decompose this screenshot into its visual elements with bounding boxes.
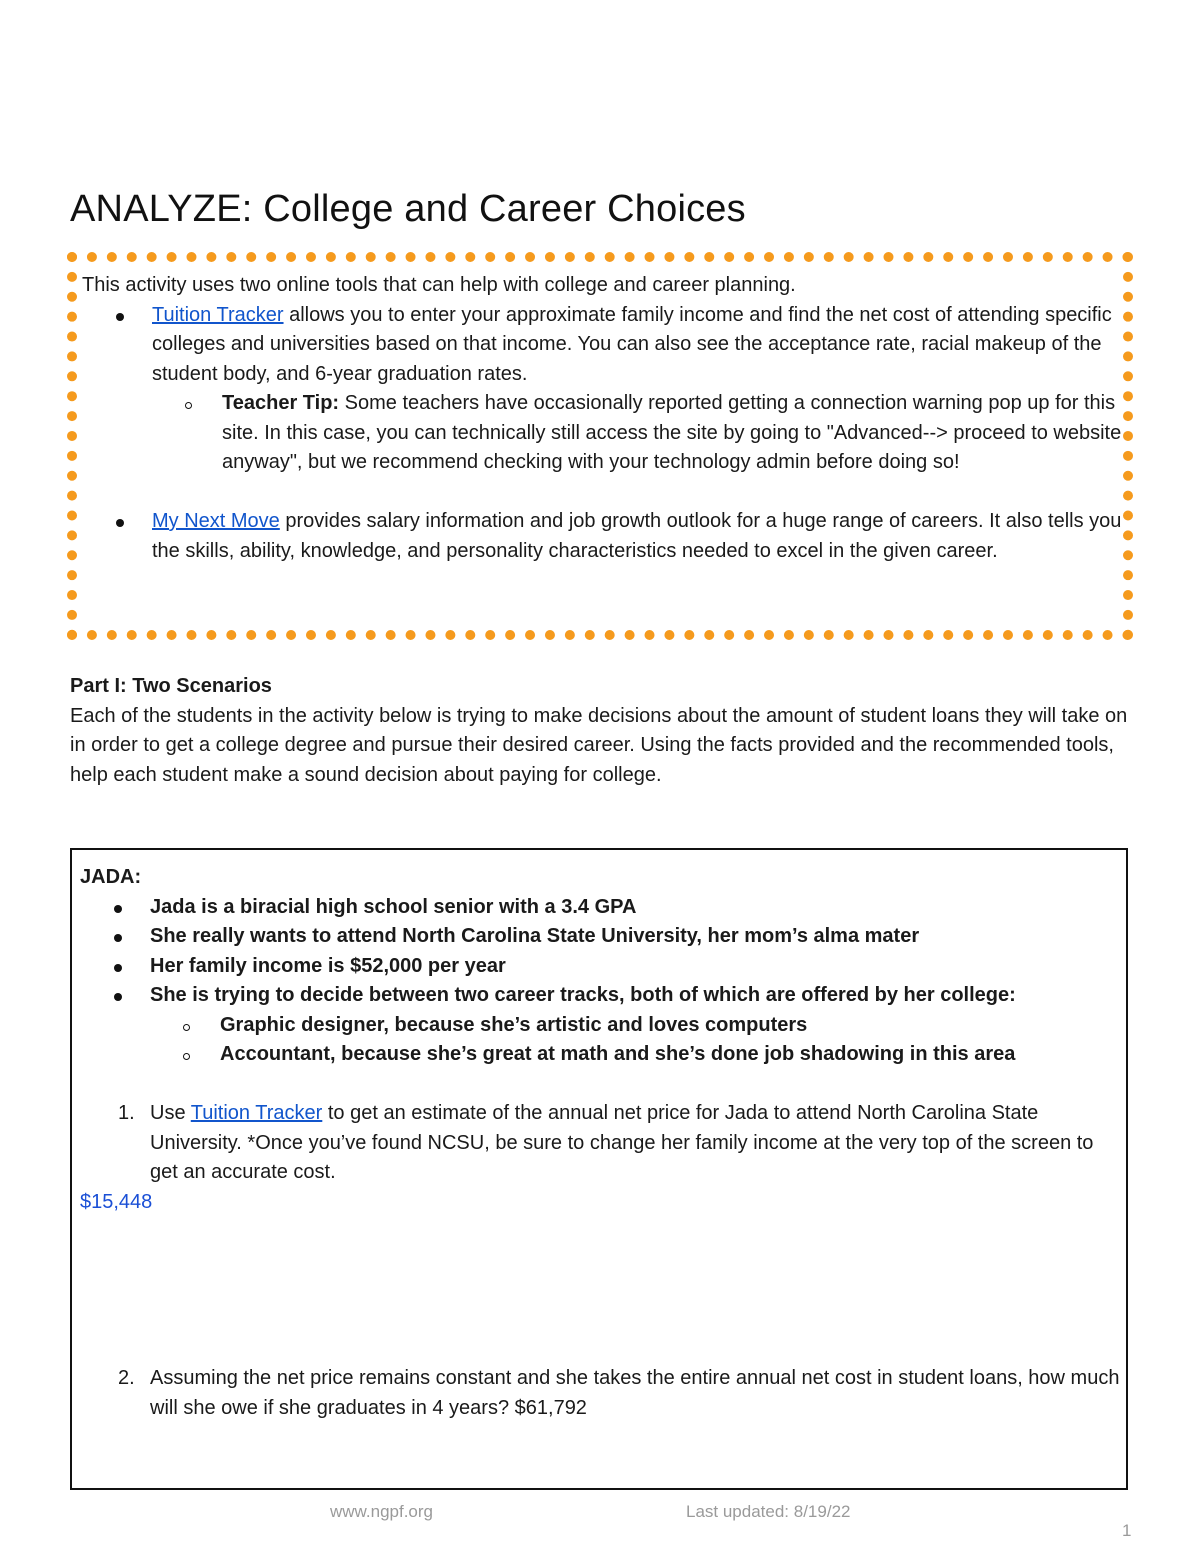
question-number: 2. (118, 1367, 135, 1389)
list-item (80, 952, 1120, 982)
teacher-tip-text: Some teachers have occasionally reported getting a connection warning pop up for this site. In this case, you can technically still access the site by going to "Advanced--> proceed to website anyway", but we recommend checking with your technology admin before doing so! (222, 392, 1122, 473)
jada-scenario-box (70, 848, 1128, 1490)
part-one-body: Each of the students in the activity below is trying to make decisions about the amount of student loans they will take on in order to get a college degree and pursue their desired career. Using the facts provided and the recommended tools, help each student make a sound decision about paying for college. (70, 704, 1128, 786)
question-1-answer: $15,448 (80, 1190, 153, 1213)
question-1-text-pre: Use (150, 1102, 191, 1124)
teacher-tip (82, 389, 1122, 478)
jada-fact: She is trying to decide between two career tracks, both of which are offered by her college: (150, 984, 1016, 1006)
question-2-text: Assuming the net price remains constant and she takes the entire annual net cost in student loans, how much will she owe if she graduates in 4 years? $61,792 (150, 1367, 1120, 1419)
page-title: ANALYZE: College and Career Choices (70, 188, 746, 230)
teacher-tip-label: Teacher Tip: (222, 392, 340, 414)
career-track-text: Graphic designer, because she’s artistic and loves computers (220, 1013, 808, 1036)
list-item (82, 507, 1122, 566)
question-1-text-post: to get an estimate of the annual net price for Jada to attend North Carolina State University. *Once you’ve found NCSU, be sure to change her family income at the very top of the screen to get an accurate cost. (150, 1102, 1094, 1183)
jada-fact: Her family income is $52,000 per year (150, 954, 506, 977)
list-item (80, 893, 1120, 923)
list-item (80, 981, 1120, 1011)
tuition-tracker-link[interactable]: Tuition Tracker (152, 303, 284, 326)
career-track (80, 1040, 1120, 1070)
question-1 (80, 1099, 1120, 1188)
part-one-section (70, 672, 1135, 790)
jada-fact: Jada is a biracial high school senior with a 3.4 GPA (150, 895, 637, 918)
footer-updated: Last updated: 8/19/22 (686, 1502, 851, 1521)
bullet-icon (114, 905, 122, 913)
tuition-tracker-link-q1[interactable]: Tuition Tracker (190, 1102, 323, 1124)
list-item (80, 922, 1120, 952)
career-track-text: Accountant, because she’s great at math and she’s done job shadowing in this area (220, 1043, 1016, 1065)
my-next-move-description: provides salary information and job growth outlook for a huge range of careers. It also tells you the skills, ability, knowledge, and personality characteristics needed to excel in the given career. (152, 510, 1122, 562)
sub-bullet-icon (183, 1053, 190, 1060)
bullet-icon (114, 964, 122, 972)
jada-fact: She really wants to attend North Carolina State University, her mom’s alma mater (150, 925, 920, 947)
sub-bullet-icon (185, 402, 192, 409)
intro-callout (82, 271, 1122, 566)
career-track (80, 1011, 1120, 1041)
question-2 (80, 1364, 1120, 1423)
bullet-icon (114, 993, 122, 1001)
intro-lead: This activity uses two online tools that can help with college and career planning. (82, 274, 796, 296)
sub-bullet-icon (183, 1024, 190, 1031)
page-number: 1 (1122, 1521, 1132, 1540)
bullet-icon (116, 519, 124, 527)
my-next-move-link[interactable]: My Next Move (152, 510, 280, 532)
part-one-heading: Part I: Two Scenarios (70, 675, 272, 697)
question-number: 1. (118, 1102, 135, 1124)
bullet-icon (114, 934, 122, 942)
list-item (82, 301, 1122, 390)
tuition-tracker-description: allows you to enter your approximate family income and find the net cost of attending specific colleges and universities based on that income. You can also see the acceptance rate, racial makeup of the student body, and 6-year graduation rates. (152, 303, 1112, 385)
jada-heading: JADA: (80, 866, 142, 888)
bullet-icon (116, 313, 124, 321)
footer-site: www.ngpf.org (330, 1502, 433, 1521)
